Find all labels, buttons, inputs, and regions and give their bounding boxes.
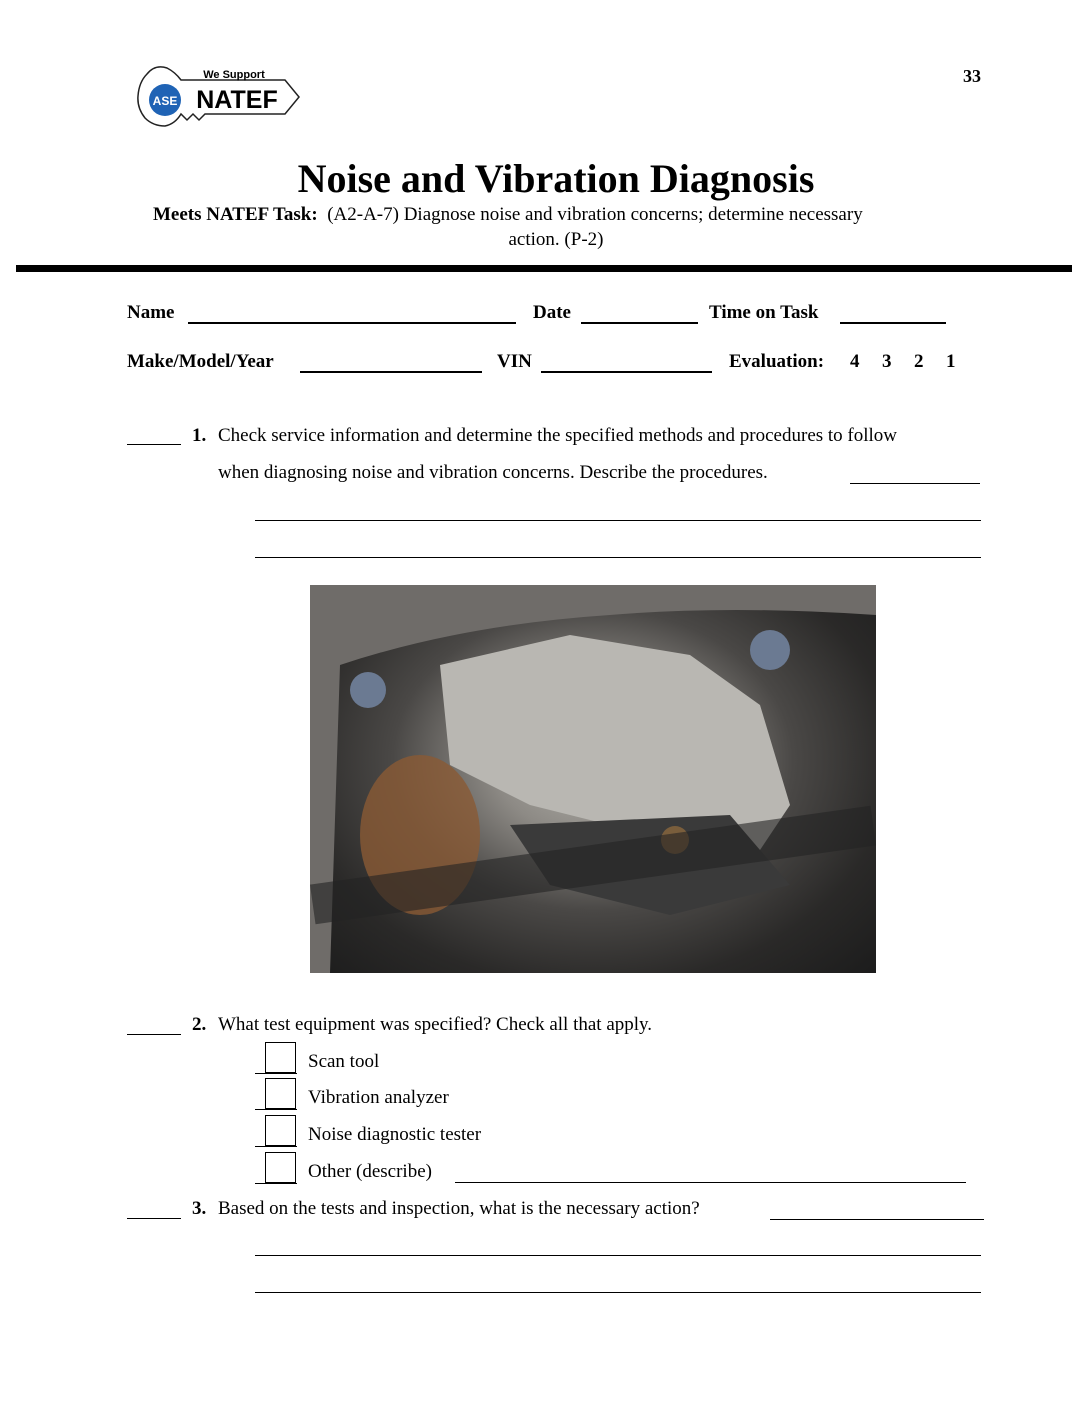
q3-answer-line[interactable] xyxy=(255,1255,981,1256)
evaluation-label: Evaluation: xyxy=(729,351,825,372)
vin-label: VIN xyxy=(497,351,532,372)
q2-check-blank[interactable] xyxy=(127,1034,181,1035)
q3-answer-line[interactable] xyxy=(770,1219,984,1220)
time-on-task-field[interactable] xyxy=(840,322,946,324)
q3-answer-line[interactable] xyxy=(255,1292,981,1293)
q3-number: 3. xyxy=(192,1198,207,1219)
name-field[interactable] xyxy=(188,322,516,324)
evaluation-score-3[interactable]: 3 xyxy=(882,351,892,372)
q3-text: Based on the tests and inspection, what is the necessary action? xyxy=(218,1198,700,1219)
q2-number: 2. xyxy=(192,1014,207,1035)
evaluation-score-1[interactable]: 1 xyxy=(946,351,956,372)
checkbox-underline xyxy=(255,1183,297,1184)
q1-answer-line[interactable] xyxy=(255,557,981,558)
q1-text: Check service information and determine the specified methods and procedures to follow xyxy=(218,425,898,446)
evaluation-score-4[interactable]: 4 xyxy=(850,351,860,372)
option-noise-diagnostic-tester: Noise diagnostic tester xyxy=(308,1124,482,1145)
task-subtitle-cont: action. (P-2) xyxy=(508,229,604,250)
scan-tool-checkbox[interactable] xyxy=(265,1042,296,1073)
vibration-analyzer-checkbox[interactable] xyxy=(265,1078,296,1109)
svg-text:NATEF: NATEF xyxy=(196,86,278,114)
option-scan-tool: Scan tool xyxy=(308,1051,380,1072)
q1-answer-line[interactable] xyxy=(850,483,980,484)
header-divider xyxy=(16,265,1072,272)
q1-text-cont: when diagnosing noise and vibration concerns. Describe the procedures. xyxy=(218,462,768,483)
name-label: Name xyxy=(127,302,175,323)
checkbox-underline xyxy=(255,1073,297,1074)
svg-text:ASE: ASE xyxy=(152,94,178,108)
engine-mount-photo xyxy=(310,585,876,973)
other-checkbox[interactable] xyxy=(265,1152,296,1183)
page-number: 33 xyxy=(963,66,981,86)
option-other: Other (describe) xyxy=(308,1161,432,1182)
q3-check-blank[interactable] xyxy=(127,1218,181,1219)
other-describe-line[interactable] xyxy=(455,1182,966,1183)
vin-field[interactable] xyxy=(541,371,712,373)
time-on-task-label: Time on Task xyxy=(709,302,819,323)
q1-number: 1. xyxy=(192,425,207,446)
q1-answer-line[interactable] xyxy=(255,520,981,521)
noise-diagnostic-tester-checkbox[interactable] xyxy=(265,1115,296,1146)
checkbox-underline xyxy=(255,1146,297,1147)
page-title: Noise and Vibration Diagnosis xyxy=(297,156,815,201)
q1-check-blank[interactable] xyxy=(127,444,181,445)
evaluation-score-2[interactable]: 2 xyxy=(914,351,924,372)
checkbox-underline xyxy=(255,1109,297,1110)
option-vibration-analyzer: Vibration analyzer xyxy=(308,1087,449,1108)
make-model-year-label: Make/Model/Year xyxy=(127,351,274,372)
date-field[interactable] xyxy=(581,322,698,324)
make-model-year-field[interactable] xyxy=(300,371,482,373)
date-label: Date xyxy=(533,302,571,323)
natef-logo xyxy=(135,62,301,132)
svg-text:We Support: We Support xyxy=(203,69,265,81)
q2-text: What test equipment was specified? Check all that apply. xyxy=(218,1014,653,1035)
task-subtitle: Meets NATEF Task: (A2-A-7) Diagnose noise and vibration concerns; determine necessary xyxy=(153,204,863,225)
